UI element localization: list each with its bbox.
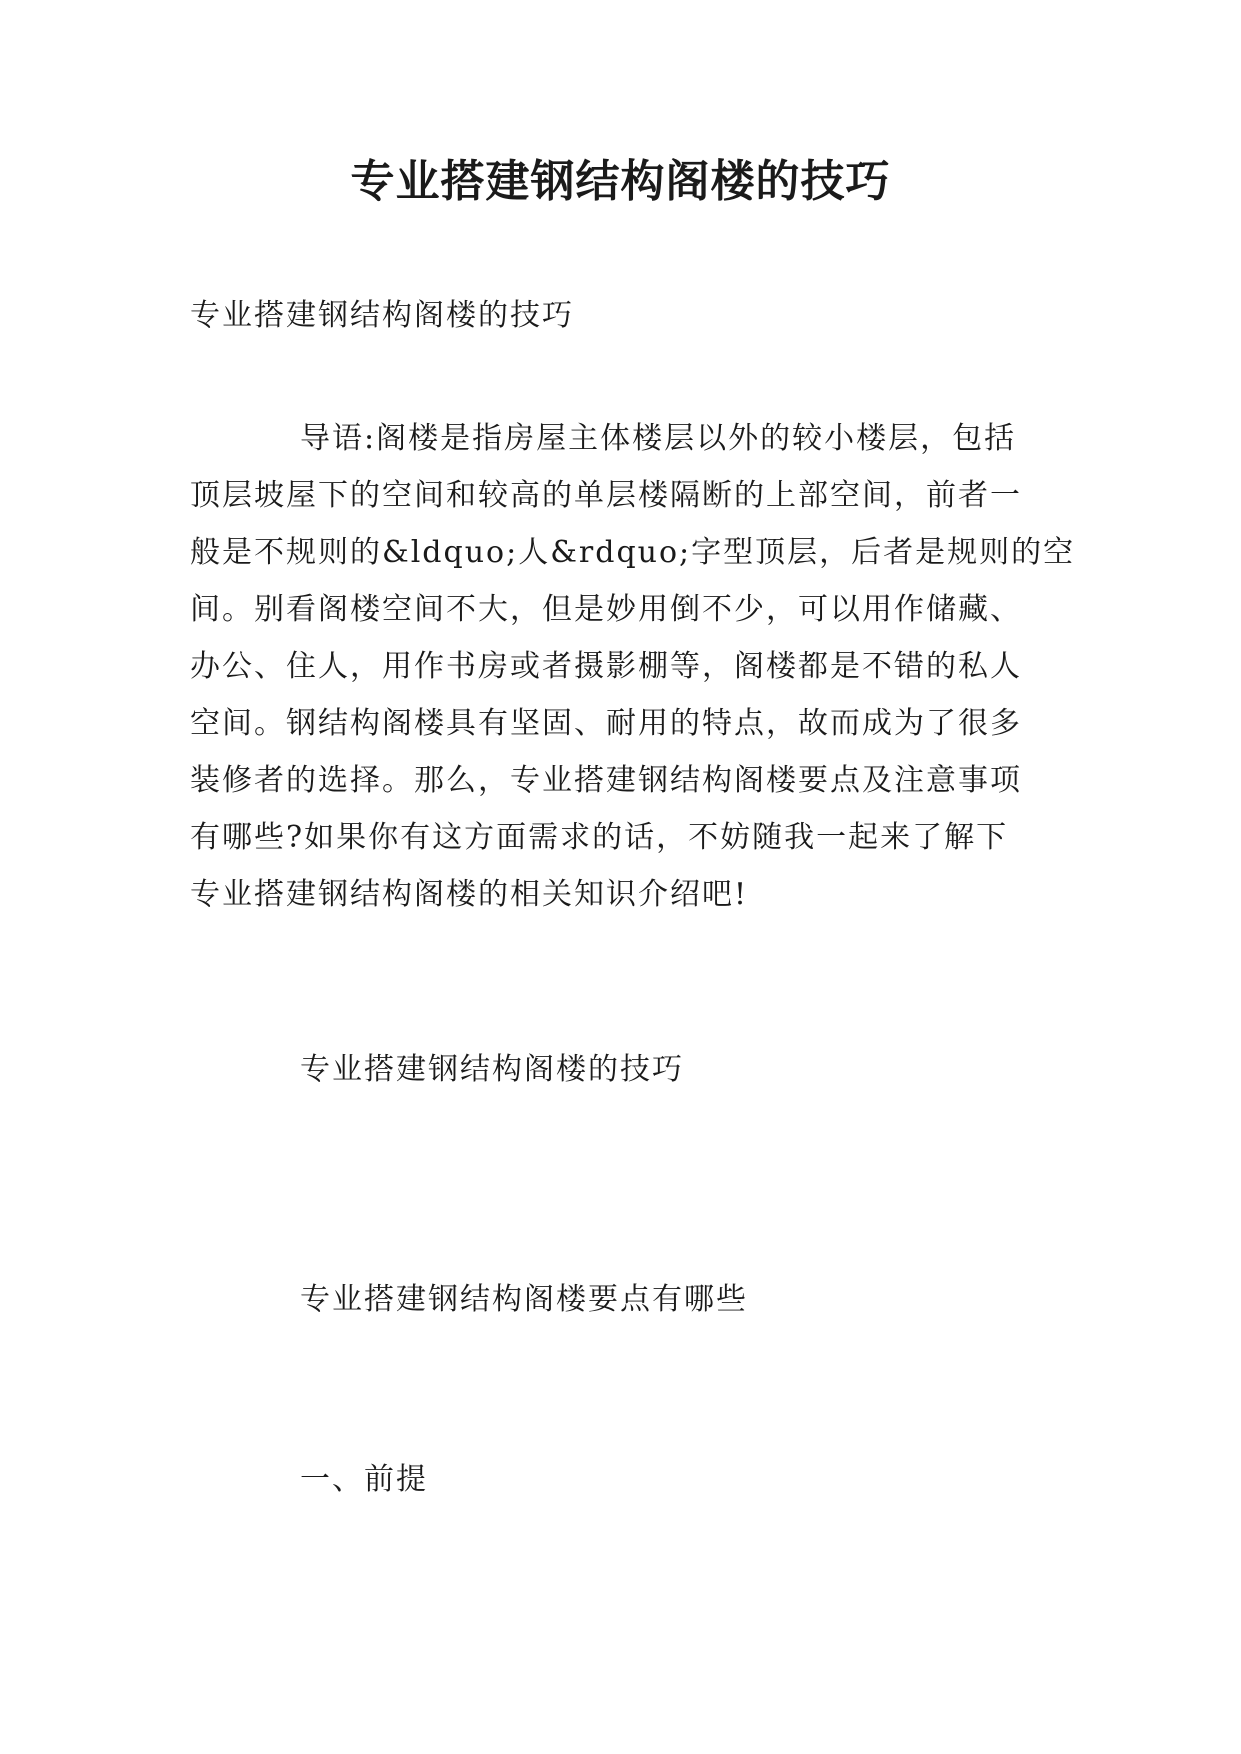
intro-line: 般是不规则的&ldquo;人&rdquo;字型顶层，后者是规则的空 bbox=[190, 535, 1076, 570]
intro-line: 空间。钢结构阁楼具有坚固、耐用的特点，故而成为了很多 bbox=[190, 706, 1022, 741]
document-title: 专业搭建钢结构阁楼的技巧 bbox=[350, 156, 891, 207]
intro-line: 有哪些?如果你有这方面需求的话，不妨随我一起来了解下 bbox=[190, 820, 1009, 855]
section-heading-key-points: 专业搭建钢结构阁楼要点有哪些 bbox=[300, 1282, 748, 1317]
intro-line: 办公、住人，用作书房或者摄影棚等，阁楼都是不错的私人 bbox=[190, 649, 1022, 684]
section-heading-premise: 一、前提 bbox=[300, 1462, 428, 1497]
document-subtitle: 专业搭建钢结构阁楼的技巧 bbox=[190, 298, 574, 333]
intro-line: 导语:阁楼是指房屋主体楼层以外的较小楼层，包括 bbox=[300, 421, 1017, 456]
intro-paragraph bbox=[190, 410, 1076, 923]
intro-line: 顶层坡屋下的空间和较高的单层楼隔断的上部空间，前者一 bbox=[190, 478, 1022, 513]
intro-line: 专业搭建钢结构阁楼的相关知识介绍吧! bbox=[190, 877, 749, 912]
section-heading-techniques: 专业搭建钢结构阁楼的技巧 bbox=[300, 1052, 684, 1087]
intro-line: 间。别看阁楼空间不大，但是妙用倒不少，可以用作储藏、 bbox=[190, 592, 1022, 627]
intro-line: 装修者的选择。那么，专业搭建钢结构阁楼要点及注意事项 bbox=[190, 763, 1022, 798]
